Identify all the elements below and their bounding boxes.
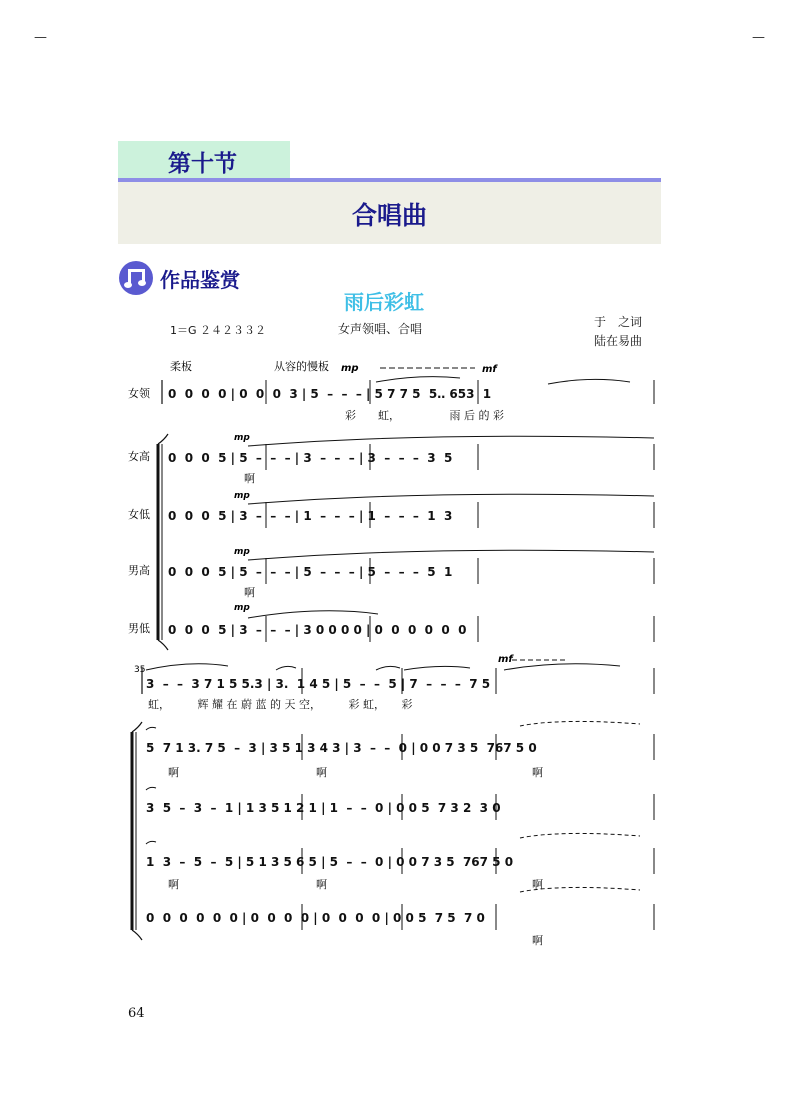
system2-lyric-s1-a: 啊 <box>168 766 179 779</box>
part-label-lead: 女领 <box>128 387 150 400</box>
crop-mark-right: — <box>752 30 765 45</box>
system2-lyrics-lead: 虹， 辉 耀 在 蔚 蓝 的 天 空， 彩 虹， 彩 <box>148 698 413 711</box>
lyricist: 于 之词 <box>594 315 643 329</box>
crop-mark-left: — <box>34 30 47 45</box>
tempo-start: 柔板 <box>170 360 192 373</box>
section-title: 合唱曲 <box>351 201 427 230</box>
system2-row-b: 0 0 0 0 0 0 | 0 0 0 0 | 0 0 0 0 | 0 0 5 7 5 7 0 <box>146 911 485 925</box>
system1-row-s1: 0 0 0 5 | 5 – – – | 3 – – – | 3 – – – 3 5 <box>168 451 453 465</box>
dynamic-mp-t: mp <box>234 547 250 557</box>
song-title: 雨后彩虹 <box>344 290 424 314</box>
key-signature: 1＝G ２４２３３２ <box>170 324 267 337</box>
part-label-s1: 女高 <box>128 450 150 463</box>
system1-row-s2: 0 0 0 5 | 3 – – – | 1 – – – | 1 – – – 1 3 <box>168 509 453 523</box>
system2-row-lead: 3 – – 3 7 1 5 5.3 | 3. 1 4 5 | 5 – – 5 | 7 – – – 7 5 <box>146 677 491 691</box>
dynamic-mp-lead: mp <box>341 363 359 374</box>
system2-lyric-b-c: 啊 <box>532 934 543 947</box>
part-label-b: 男低 <box>128 622 150 635</box>
dynamic-mp-s2: mp <box>234 491 250 501</box>
page-number: 64 <box>128 1006 145 1021</box>
part-label-t: 男高 <box>128 564 150 577</box>
system2-lyric-t-a: 啊 <box>168 878 179 891</box>
dynamic-mp-b: mp <box>234 603 250 613</box>
system1-row-b: 0 0 0 5 | 3 – – – | 3 0 0 0 0 | 0 0 0 0 0 0 <box>168 623 467 637</box>
system1-lyrics-lead: 彩 虹， 雨 后 的 彩 <box>345 409 504 422</box>
section-label: 第十节 <box>168 151 237 177</box>
system2-lyric-s1-b: 啊 <box>316 766 327 779</box>
system2-lyric-t-b: 啊 <box>316 878 327 891</box>
system2-lyric-s1-c: 啊 <box>532 766 543 779</box>
dynamic-mp-s1: mp <box>234 433 250 443</box>
system1-bracket-top <box>158 434 168 444</box>
system2-row-s1: 5 7 1 3. 7 5 – 3 | 3 5 1 3 4 3 | 3 – – 0 | 0 0 7 3 5 767 5 0 <box>146 741 537 755</box>
system1-lyric-t: 啊 <box>244 586 255 599</box>
dynamic-mf-lead: mf <box>482 364 497 375</box>
appreciation-label: 作品鉴赏 <box>160 268 240 292</box>
system2-bracket-bottom <box>132 930 142 940</box>
system1-bracket-bottom <box>158 640 168 650</box>
tempo-second: 从容的慢板 <box>274 360 329 373</box>
system1-lyric-s1: 啊 <box>244 472 255 485</box>
performance-note: 女声领唱、合唱 <box>338 322 423 336</box>
measure-number: 35 <box>134 665 146 675</box>
dynamic-mf-s2: mf <box>498 654 513 665</box>
system2-row-t: 1 3 – 5 – 5 | 5 1 3 5 6 5 | 5 – – 0 | 0 0 7 3 5 767 5 0 <box>146 855 514 869</box>
system2-bracket-top <box>132 722 142 732</box>
system2-row-s2: 3 5 – 3 – 1 | 1 3 5 1 2 1 | 1 – – 0 | 0 0 5 7 3 2 3 0 <box>146 801 501 815</box>
composer: 陆在易曲 <box>594 334 643 348</box>
system1-row-lead: 0 0 0 0 | 0 0 0 3 | 5 – – – | 5 7 7 5 5‥ 653 1 <box>168 387 492 401</box>
system1-row-t: 0 0 0 5 | 5 – – – | 5 – – – | 5 – – – 5 1 <box>168 565 453 579</box>
part-label-s2: 女低 <box>128 508 150 521</box>
system2-lyric-t-c: 啊 <box>532 878 543 891</box>
